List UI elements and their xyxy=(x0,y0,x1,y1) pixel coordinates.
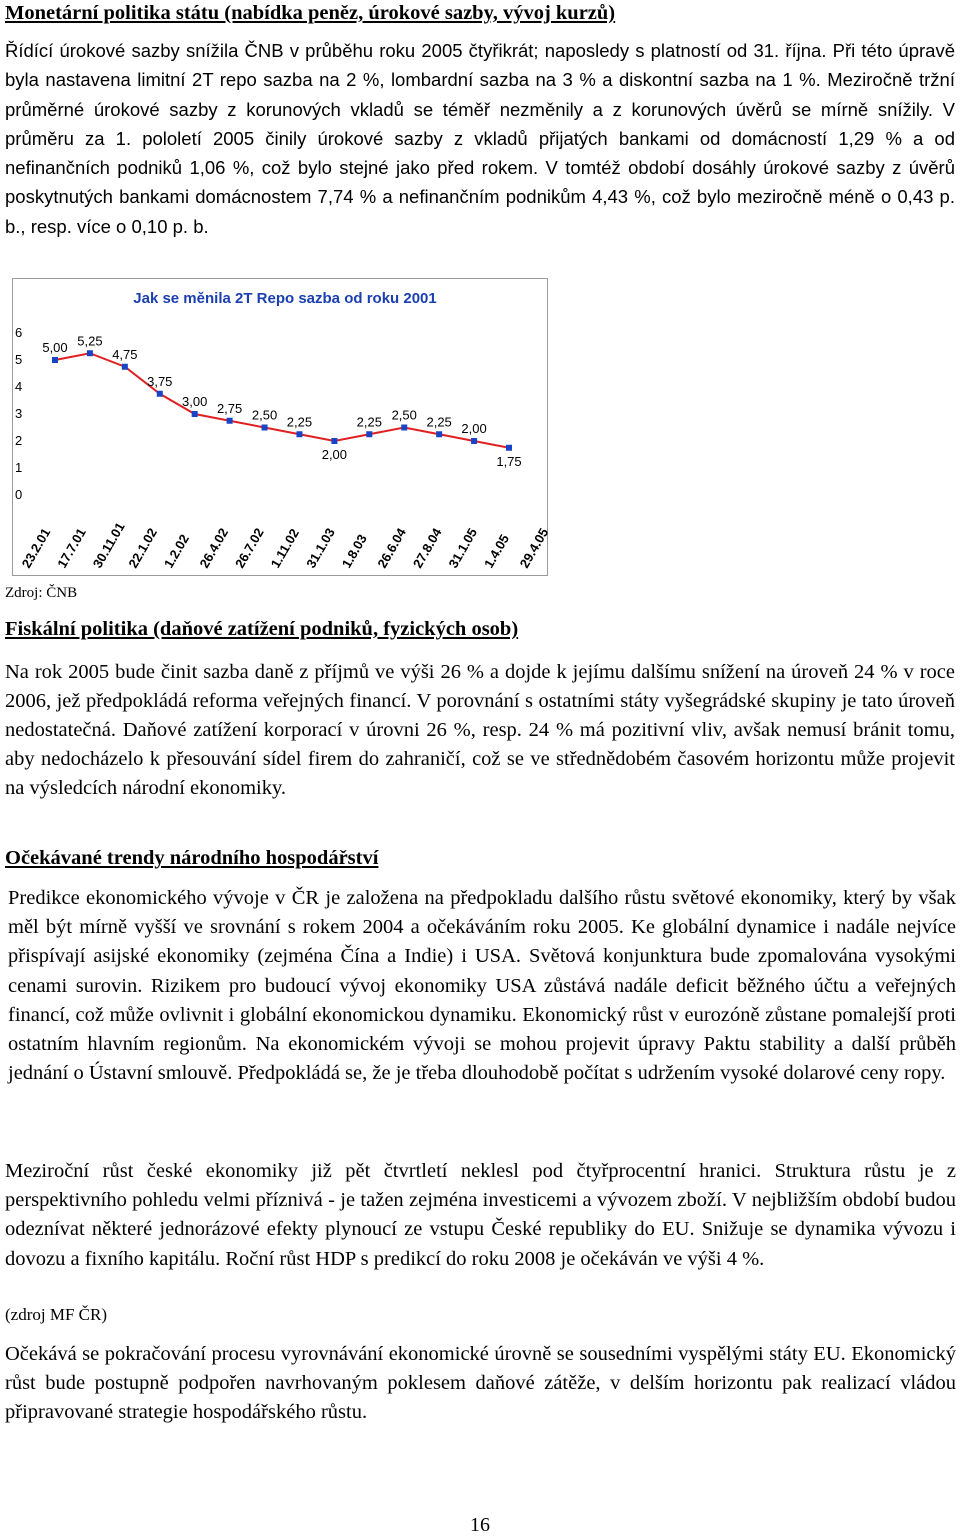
data-point xyxy=(471,438,477,444)
x-tick-label: 1.11.02 xyxy=(267,526,302,571)
x-tick-label: 26.7.02 xyxy=(232,525,267,571)
chart-canvas xyxy=(13,279,552,575)
heading-monetary-policy: Monetární politika státu (nabídka peněz, úrokové sazby, vývoj kurzů) xyxy=(5,2,616,24)
x-tick-label: 1.2.02 xyxy=(160,531,192,571)
y-tick-label: 6 xyxy=(15,325,23,340)
paragraph-monetary-policy: Řídící úrokové sazby snížila ČNB v průběhu roku 2005 čtyřikrát; naposledy s platností od 31. října. Při této úpravě byla nastavena limitní 2T repo sazba na 2 %, lombardní sazba na 3 % a diskontní sazba na 1 %. Meziročně tržní průměrné úrokové sazby z korunových vkladů se téměř nezměnily a z korunových úvěrů se mírně snížily. V průměru za 1. pololetí 2005 činily úrokové sazby z vkladů přijatých bankami od domácností 1,29 % a od nefinančních podniků 1,06 %, což bylo stejné jako před rokem. V tomtéž období dosáhly úrokové sazby z úvěrů poskytnutých bankami domácnostem 7,74 % a nefinančním podnikům 4,43 %, což bylo meziročně méně o 0,43 p. b., resp. více o 0,10 p. b. xyxy=(5,40,955,237)
heading-expected-trends: Očekávané trendy národního hospodářství xyxy=(5,847,379,869)
page-number: 16 xyxy=(470,1514,490,1536)
data-label: 2,25 xyxy=(356,414,382,430)
data-label: 3,75 xyxy=(147,373,173,389)
data-point xyxy=(227,418,233,424)
y-tick-label: 0 xyxy=(15,487,23,502)
data-label: 2,50 xyxy=(391,407,417,423)
data-point xyxy=(87,350,93,356)
x-tick-label: 27.8.04 xyxy=(409,525,445,571)
y-tick-label: 5 xyxy=(15,352,23,367)
x-tick-label: 29.4.05 xyxy=(516,525,552,571)
data-point xyxy=(192,411,198,417)
chart-title: Jak se měnila 2T Repo sazba od roku 2001 xyxy=(133,290,437,307)
x-tick-label: 30.11.01 xyxy=(89,519,128,571)
x-tick-label: 26.6.04 xyxy=(374,525,409,571)
data-point xyxy=(331,438,337,444)
data-point xyxy=(401,425,407,431)
data-label: 2,00 xyxy=(461,421,487,436)
data-point xyxy=(366,431,372,437)
data-label: 2,25 xyxy=(426,414,452,430)
data-label: 2,50 xyxy=(251,407,278,423)
repo-rate-chart xyxy=(12,278,552,576)
data-label: 2,00 xyxy=(321,447,348,462)
data-point xyxy=(436,431,442,437)
data-label: 1,75 xyxy=(496,453,522,469)
y-tick-label: 1 xyxy=(15,460,23,475)
paragraph-trends-2: Meziroční růst české ekonomiky již pět čtvrtletí neklesl pod čtyřprocentní hranici. Struktura růstu je z perspektivního pohledu velmi příznivá - je tažen zejména investicemi a vývozem zboží. V nejbližším období budou odeznívat některé jednorázové efekty plynoucí ze vstupu České republiky do EU. Snižuje se dynamika vývozu i dovozu a fixního kapitálu. Roční růst HDP s predikcí do roku 2008 je očekáván ve výši 4 %. xyxy=(5,1160,956,1270)
data-point xyxy=(296,431,302,437)
data-label: 2,25 xyxy=(286,414,313,430)
x-tick-label: 31.1.03 xyxy=(303,525,338,571)
data-point xyxy=(122,364,128,370)
chart-source-note: Zdroj: ČNB xyxy=(5,585,78,601)
x-tick-label: 1.4.05 xyxy=(481,531,513,571)
y-tick-label: 2 xyxy=(15,433,23,448)
data-label: 2,75 xyxy=(216,400,243,416)
data-point xyxy=(506,445,512,451)
x-tick-label: 1.8.03 xyxy=(338,531,370,571)
x-tick-label: 31.1.05 xyxy=(445,525,481,571)
x-tick-label: 26.4.02 xyxy=(196,525,232,571)
paragraph-trends-3: Očekává se pokračování procesu vyrovnávání ekonomické úrovně se sousedními vyspělými státy EU. Ekonomický růst bude postupně podpořen navrhovaným poklesem daňové zátěže, v delším horizontu pak realizací vládou připravované strategie hospodářského růstu. xyxy=(5,1343,956,1424)
data-point xyxy=(262,425,268,431)
data-label: 3,00 xyxy=(182,394,208,409)
data-label: 5,00 xyxy=(42,340,68,355)
y-tick-label: 3 xyxy=(15,406,23,421)
paragraph-fiscal-policy: Na rok 2005 bude činit sazba daně z příjmů ve výši 26 % a dojde k jejímu dalšímu snížení na úroveň 24 % v roce 2006, jež předpokládá reforma veřejných financí. V porovnání s ostatními státy vyšegrádské skupiny je tato úroveň nedostatečná. Daňové zatížení korporací v úrovni 26 %, resp. 24 % má pozitivní vliv, avšak nemusí bránit tomu, aby nedocházelo k přesouvání sídel firem do zahraničí, což se ve střednědobém časovém horizontu může projevit na výsledcích národní ekonomiky. xyxy=(5,661,955,799)
data-point xyxy=(52,357,58,363)
paragraph-trends-1: Predikce ekonomického vývoje v ČR je založena na předpokladu dalšího růstu světové ekonomiky, který by však měl být mírně vyšší ve srovnání s rokem 2004 a očekáváním roku 2005. Ke globální dynamice i nadále nejvíce přispívají asijské ekonomiky (zejména Čína a Indie) i USA. Světová konjunktura bude zpomalována vysokými cenami surovin. Rizikem pro budoucí vývoj ekonomiky USA zůstává nadále deficit běžného účtu a veřejných financí, což může ovlivnit i globální ekonomickou dynamiku. Ekonomický růst v eurozóně zůstane pomalejší proti ostatním hlavním regionům. Na ekonomickém vývoji se mohou projevit úpravy Paktu stability a další průběh jednání o Ústavní smlouvě. Předpokládá se, že je třeba dlouhodobě počítat s udržením vysoké dolarové ceny ropy. xyxy=(8,887,956,1085)
x-tick-label: 22.1.02 xyxy=(125,525,160,571)
heading-fiscal-policy: Fiskální politika (daňové zatížení podniků, fyzických osob) xyxy=(5,618,519,640)
data-point xyxy=(157,391,163,397)
x-tick-label: 23.2.01 xyxy=(18,525,54,571)
x-tick-label: 17.7.01 xyxy=(54,525,89,571)
data-label: 5,25 xyxy=(77,333,103,349)
y-tick-label: 4 xyxy=(15,379,23,394)
data-label: 4,75 xyxy=(112,346,138,362)
source-note-mf: (zdroj MF ČR) xyxy=(5,1305,107,1324)
